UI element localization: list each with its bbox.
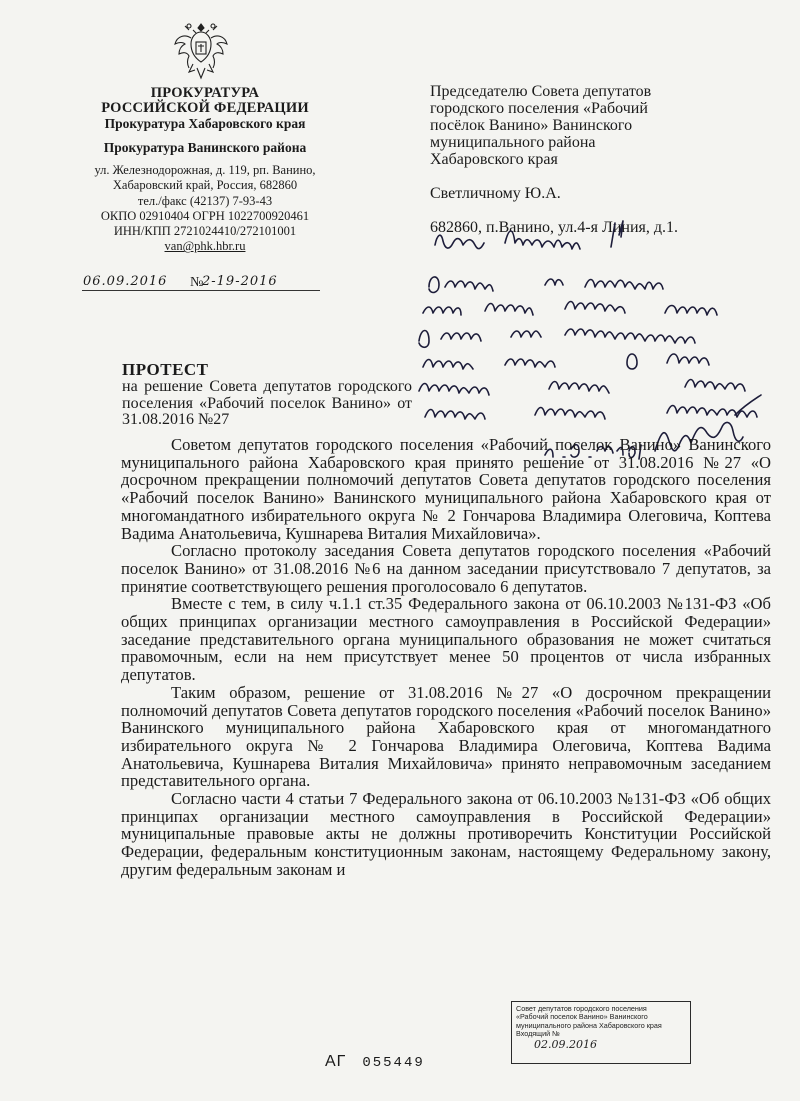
serial-prefix: АГ <box>325 1053 347 1070</box>
body-paragraph: Согласно протоколу заседания Совета депутатов городского поселения «Рабочий поселок Ванино» от 31.08.2016 №6 на данном заседании присутствовало 7 депутатов, за принятие соответствующего решения проголосовало 6 депутатов. <box>121 541 771 596</box>
addressee-line: Хабаровского края <box>430 151 558 168</box>
protest-subject: на решение Совета депутатов городского поселения «Рабочий поселок Ванино» от 31.08.2016 №27 <box>122 378 412 428</box>
org-line-1: ПРОКУРАТУРА <box>150 85 260 101</box>
reference-number: 2-19-2016 <box>202 274 278 289</box>
contact-line: ИНН/КПП 2721024410/272101001 <box>113 224 297 239</box>
registration-stamp <box>511 1001 691 1064</box>
addressee-name: Светличному Ю.А. <box>430 185 561 202</box>
stamp-line: Совет депутатов городского поселения <box>516 1005 647 1013</box>
contact-line: тел./факс (42137) 7-93-43 <box>137 193 273 208</box>
stamp-line: муниципального района Хабаровского края <box>516 1021 662 1030</box>
email-link[interactable]: van@phk.hbr.ru <box>164 239 246 254</box>
body-paragraph: Вместе с тем, в силу ч.1.1 ст.35 Федерального закона от 06.10.2003 №131-ФЗ «Об общих принципах организации местного самоуправления в Российской Федерации» заседание представительного органа муниципального образования не может считаться правомочным, если на нем присутствует менее 50 процентов от числа избранных депутатов. <box>121 594 771 685</box>
protest-heading <box>122 361 412 429</box>
reference-date: 06.09.2016 <box>83 274 168 289</box>
org-line-2: РОССИЙСКОЙ ФЕДЕРАЦИИ <box>101 100 309 116</box>
protest-title: ПРОТЕСТ <box>122 360 209 379</box>
addressee-address: 682860, п.Ванино, ул.4-я Линия, д.1. <box>430 219 679 236</box>
organization-header <box>75 86 335 131</box>
protest-body <box>121 436 771 879</box>
handwritten-resolution <box>405 215 800 470</box>
number-sign: № <box>190 275 204 290</box>
body-paragraph: Таким образом, решение от 31.08.2016 №27 «О досрочном прекращении полномочий депутатов Совета депутатов городского поселения «Рабочий поселок Ванино» Ванинского муниципального района Хабаровского края от многомандатного избирательного округа № 2 Гончарова Владимира Олеговича, Коптева Вадима Анатольевича, Кушнарева Виталия Михайловича» принято неправомочным заседанием представительного органа. <box>121 682 771 791</box>
contact-line: ОКПО 02910404 ОГРН 1022700920461 <box>100 208 310 223</box>
contact-line: ул. Железнодорожная, д. 119, рп. Ванино, <box>94 163 316 177</box>
contact-block <box>75 163 335 255</box>
serial-digits: 055449 <box>362 1055 425 1071</box>
body-paragraph: Согласно части 4 статьи 7 Федерального закона от 06.10.2003 №131-ФЗ «Об общих принципах организации местного самоуправления в Российской Федерации» муниципальные правовые акты не должны противоречить Конституции Российской Федерации, федеральным конституционным законам, настоящему Федеральному закону, другим федеральным законам и <box>121 789 771 879</box>
received-date: 02.09.2016 <box>534 1038 597 1052</box>
stamp-received-date <box>516 1038 686 1052</box>
addressee-block <box>430 83 770 236</box>
stamp-line: «Рабочий поселок Ванино» Ванинского <box>516 1013 648 1022</box>
stamp-line: Входящий № <box>516 1029 560 1038</box>
body-paragraph: Советом депутатов городского поселения «Рабочий поселок Ванино» Ванинского муниципального района Хабаровского края принято решение от 31.08.2016 №27 «О досрочном прекращении полномочий депутатов Совета депутатов городского поселения «Рабочий поселок Ванино» Ванинского муниципального района Хабаровского края от многомандатного избирательного округа № 2 Гончарова Владимира Олеговича, Коптева Вадима Анатольевича, Кушнарева Виталия Михайловича». <box>121 435 771 543</box>
coat-of-arms-emblem <box>171 20 231 84</box>
addressee-line: городского поселения «Рабочий <box>430 100 648 117</box>
addressee-line: посёлок Ванино» Ванинского <box>430 117 633 134</box>
district-office: Прокуратура Ванинского района <box>103 140 307 155</box>
contact-line: Хабаровский край, Россия, 682860 <box>112 178 298 193</box>
addressee-line: Председателю Совета депутатов <box>430 83 652 100</box>
org-line-3: Прокуратура Хабаровского края <box>104 116 306 131</box>
addressee-line: муниципального района <box>430 134 596 151</box>
form-serial-number <box>325 1053 425 1071</box>
